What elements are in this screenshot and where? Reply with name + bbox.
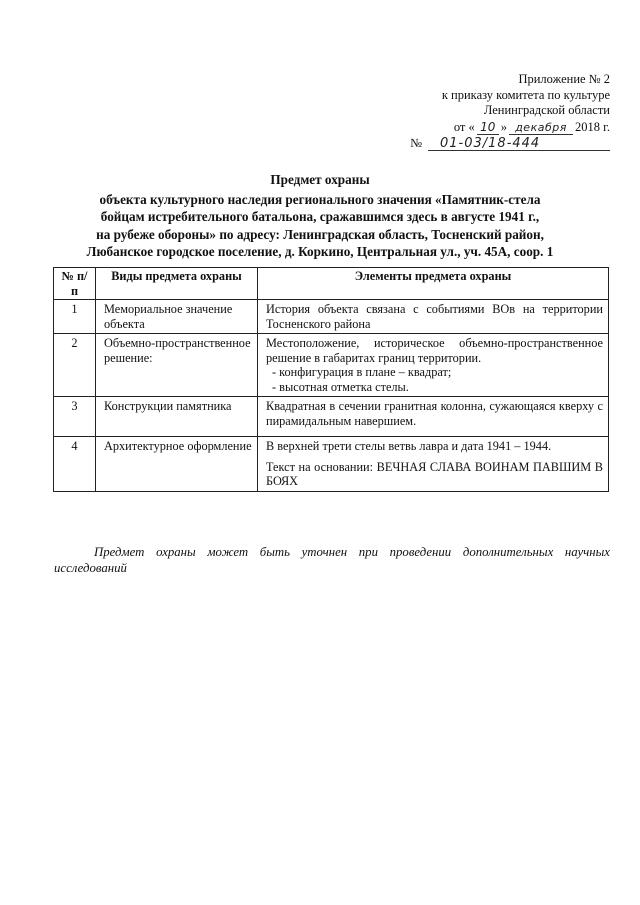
- appendix-date: [380, 120, 610, 136]
- row-number: 1: [54, 300, 96, 334]
- protection-table: [53, 267, 609, 492]
- appendix-number: [380, 136, 610, 152]
- row-number: 4: [54, 437, 96, 492]
- row-elements: [258, 334, 609, 397]
- element-text: В верхней трети стелы ветвь лавра и дата 1941 – 1944.: [266, 439, 552, 453]
- row-kind: Мемориальное значение объекта: [96, 300, 258, 334]
- row-number: 2: [54, 334, 96, 397]
- element-bullet: - высотная отметка стелы.: [272, 379, 409, 394]
- date-mid: »: [500, 119, 508, 134]
- table-row: [54, 437, 609, 492]
- date-prefix: от «: [453, 119, 475, 134]
- table-row: [54, 300, 609, 334]
- number-prefix: №: [410, 136, 422, 150]
- appendix-block: [380, 72, 610, 152]
- appendix-order-line: к приказу комитета по культуре: [441, 87, 610, 102]
- document-title: [20, 171, 620, 261]
- element-bullet: - конфигурация в плане – квадрат;: [272, 365, 452, 379]
- appendix-region-line: Ленинградской области: [483, 103, 610, 117]
- header-kind: Виды предмета охраны: [96, 268, 258, 300]
- element-text: История объекта связана с событиями ВОв на территории Тосненского района: [266, 302, 603, 331]
- title-heading: Предмет охраны: [270, 172, 370, 187]
- header-number: № п/п: [54, 268, 96, 300]
- number-handwritten: 01-03/18-444: [428, 137, 610, 151]
- row-number: 3: [54, 397, 96, 437]
- title-line: Любанское городское поселение, д. Коркино, Центральная ул., уч. 45А, соор. 1: [86, 244, 554, 259]
- element-text: Местоположение, историческое объемно-пространственное решение в габаритах границ территории.: [266, 336, 603, 365]
- table-row: [54, 334, 609, 397]
- title-line: объекта культурного наследия регионального значения «Памятник-стела: [99, 191, 541, 207]
- table-row: [54, 397, 609, 437]
- title-line: бойцам истребительного батальона, сражавшимся здесь в августе 1941 г.,: [100, 209, 540, 224]
- element-text: Квадратная в сечении гранитная колонна, сужающаяся кверху с пирамидальным навершием.: [266, 399, 603, 428]
- row-elements: [258, 397, 609, 437]
- spacer: [266, 428, 603, 434]
- table-header-row: [54, 268, 609, 300]
- footnote: Предмет охраны может быть уточнен при проведении дополнительных научных исследований: [54, 545, 610, 575]
- appendix-title: Приложение № 2: [518, 72, 610, 86]
- date-day-handwritten: 10: [477, 121, 499, 135]
- row-kind: Объемно-пространственное решение:: [96, 334, 258, 397]
- header-elements: Элементы предмета охраны: [258, 268, 609, 300]
- title-line: на рубеже обороны» по адресу: Ленинградская область, Тосненский район,: [96, 226, 544, 242]
- element-text: Текст на основании: ВЕЧНАЯ СЛАВА ВОИНАМ ПАВШИМ В БОЯХ: [266, 459, 603, 488]
- row-elements: [258, 437, 609, 492]
- row-kind: Конструкции памятника: [96, 397, 258, 437]
- row-kind: Архитектурное оформление: [96, 437, 258, 492]
- date-month-handwritten: декабря: [509, 121, 573, 135]
- row-elements: [258, 300, 609, 334]
- date-year: 2018 г.: [575, 119, 610, 134]
